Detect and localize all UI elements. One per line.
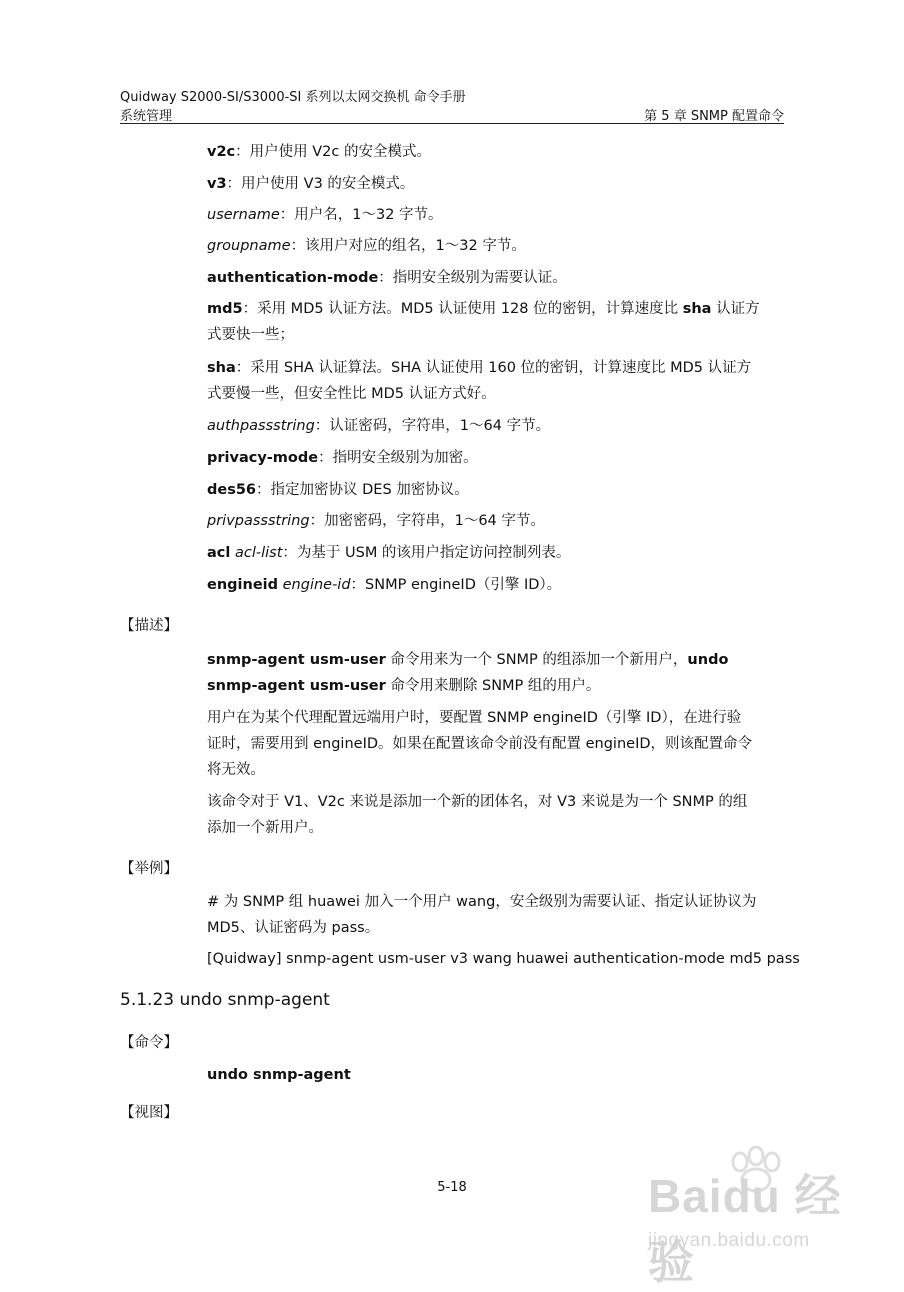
desc-label: 【描述】 [120,618,178,634]
param-desc: ：指明安全级别为加密。 [318,450,478,466]
page-number: 5-18 [437,1180,467,1195]
cmd-name: undo [687,652,729,668]
param-desc: ：用户名，1～32 字节。 [279,207,443,223]
baidu-watermark [628,1140,878,1288]
section-heading: 5.1.23 undo snmp-agent [120,990,330,1010]
param-inline-term: sha [682,301,712,317]
section-name: 系统管理 [120,109,173,124]
watermark-url: jingyan.baidu.com [648,1230,810,1251]
view-label: 【视图】 [120,1105,178,1121]
desc-p1-line2 [207,677,600,695]
desc-text: 命令用来为一个 SNMP 的组添加一个新用户， [385,652,688,668]
param-engineid [207,576,561,594]
example-command: [Quidway] snmp-agent usm-user v3 wang huawei authentication-mode md5 pass [207,951,800,967]
param-sha-cont: 式要慢一些，但安全性比 MD5 认证方式好。 [207,386,496,402]
param-desc: ：指明安全级别为需要认证。 [378,270,567,286]
param-desc: 认证方 [711,301,760,317]
desc-p2-line3: 将无效。 [207,762,265,778]
param-term: engineid [207,577,279,593]
doc-title: Quidway S2000-SI/S3000-SI 系列以太网交换机 命令手册 [120,90,466,105]
param-arg: engine-id [282,577,351,593]
param-md5 [207,300,760,318]
param-v3 [207,175,414,193]
param-desc: ：SNMP engineID（引擎 ID）。 [350,577,562,593]
command-syntax: undo snmp-agent [207,1067,351,1083]
param-v2c [207,143,431,161]
param-username [207,206,443,224]
example-line1: # 为 SNMP 组 huawei 加入一个用户 wang，安全级别为需要认证、指定认证协议为 [207,894,757,910]
cmd-name: snmp-agent usm-user [207,678,386,694]
param-arg: acl-list [234,545,283,561]
desc-p2-line2: 证时，需要用到 engineID。如果在配置该命令前没有配置 engineID，则该配置命令 [207,736,753,752]
param-groupname [207,237,526,255]
param-term: username [207,207,280,223]
cmd-name: snmp-agent usm-user [207,652,386,668]
param-term: privpassstring [207,513,310,529]
header-rule [120,123,784,124]
param-desc: ：为基于 USM 的该用户指定访问控制列表。 [282,545,571,561]
desc-p2-line1: 用户在为某个代理配置远端用户时，要配置 SNMP engineID（引擎 ID），在进行验 [207,710,742,726]
desc-p1-line1 [207,651,728,669]
param-sha [207,359,751,377]
param-privpassstring [207,512,545,530]
param-authpassstring [207,417,550,435]
param-acl [207,544,570,562]
param-term: v3 [207,176,227,192]
param-des56 [207,481,469,499]
watermark-brand: Baidu 经验 [648,1170,842,1288]
param-term: v2c [207,144,236,160]
example-label: 【举例】 [120,861,178,877]
param-desc: ：加密密码，字符串，1～64 字节。 [309,513,545,529]
example-line2: MD5、认证密码为 pass。 [207,920,380,936]
param-desc: ：用户使用 V3 的安全模式。 [226,176,415,192]
param-desc: ：认证密码，字符串，1～64 字节。 [314,418,551,434]
param-term: des56 [207,482,257,498]
param-authentication-mode [207,269,567,287]
param-desc: ：该用户对应的组名，1～32 字节。 [290,238,526,254]
param-term: sha [207,360,236,376]
param-term: authpassstring [207,418,315,434]
desc-p3-line1: 该命令对于 V1、V2c 来说是添加一个新的团体名，对 V3 来说是为一个 SNMP 的组 [207,794,748,810]
param-desc: ：采用 MD5 认证方法。MD5 认证使用 128 位的密钥，计算速度比 [242,301,683,317]
param-privacy-mode [207,449,478,467]
desc-p3-line2: 添加一个新用户。 [207,820,323,836]
desc-text: 命令用来删除 SNMP 组的用户。 [385,678,601,694]
chapter-title: 第 5 章 SNMP 配置命令 [644,109,784,124]
param-term: groupname [207,238,291,254]
param-desc: ：指定加密协议 DES 加密协议。 [256,482,469,498]
param-term: authentication-mode [207,270,379,286]
param-md5-cont: 式要快一些； [207,327,294,343]
param-desc: ：用户使用 V2c 的安全模式。 [235,144,431,160]
param-term: acl [207,545,231,561]
param-term: privacy-mode [207,450,319,466]
param-term: md5 [207,301,243,317]
param-desc: ：采用 SHA 认证算法。SHA 认证使用 160 位的密钥，计算速度比 MD5 认证方 [235,360,752,376]
command-label: 【命令】 [120,1035,178,1051]
